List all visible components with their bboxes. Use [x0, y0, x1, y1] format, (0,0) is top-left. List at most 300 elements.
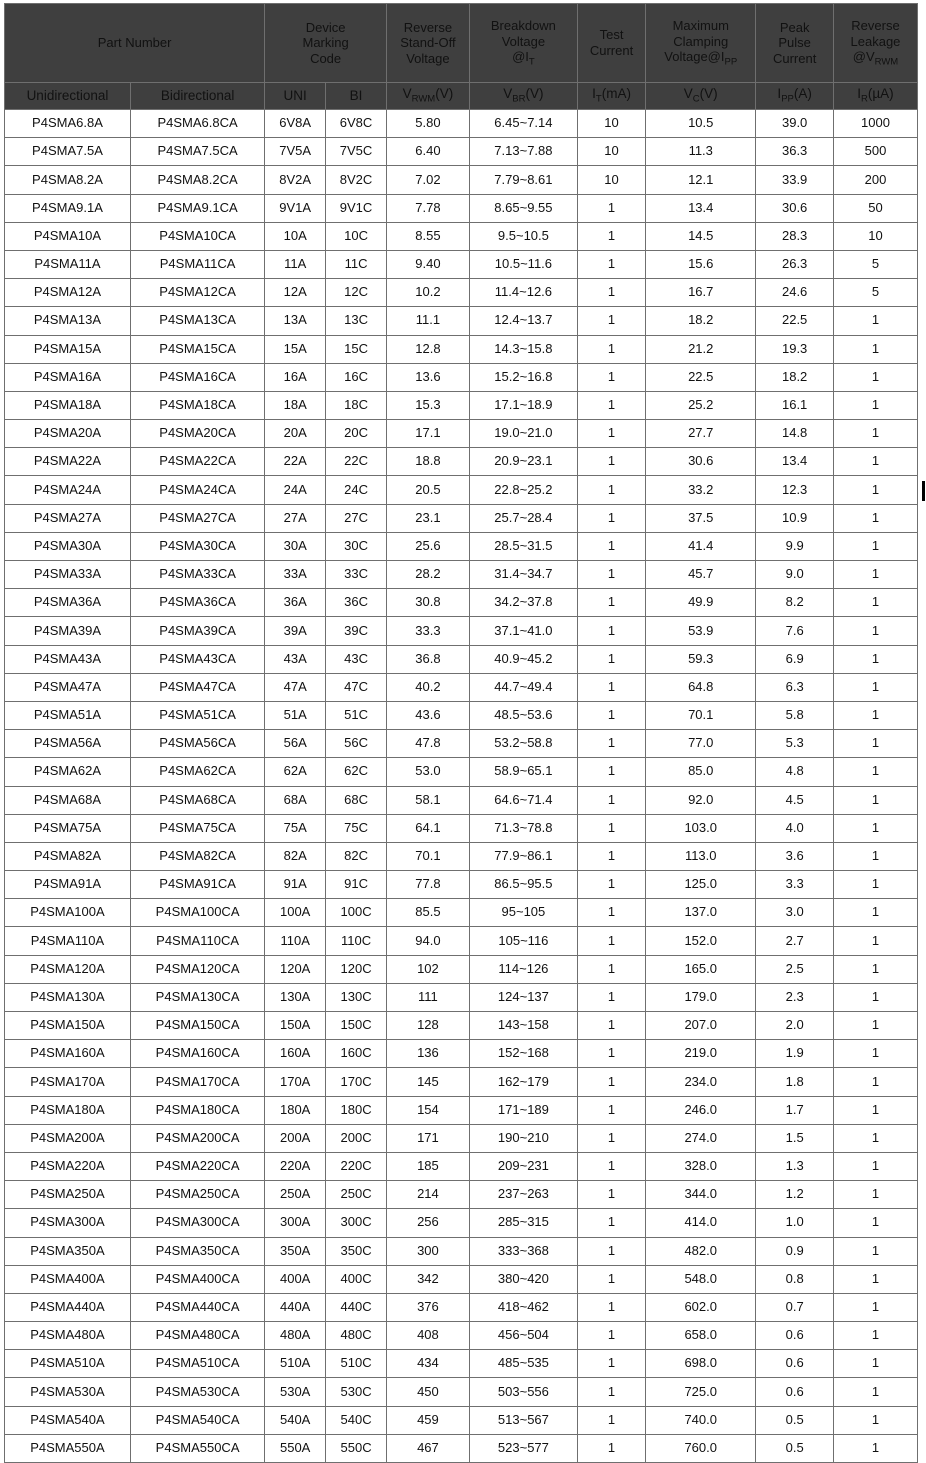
- cell-marking-uni: 480A: [265, 1322, 326, 1350]
- cell-it: 1: [577, 1350, 645, 1378]
- cell-vbr: 10.5~11.6: [469, 250, 577, 278]
- cell-vbr: 237~263: [469, 1181, 577, 1209]
- cell-vrwm: 85.5: [386, 899, 469, 927]
- cell-vbr: 37.1~41.0: [469, 617, 577, 645]
- cell-marking-uni: 400A: [265, 1265, 326, 1293]
- cell-vrwm: 459: [386, 1406, 469, 1434]
- cell-marking-bi: 75C: [326, 814, 387, 842]
- cell-marking-uni: 82A: [265, 842, 326, 870]
- cell-vc: 137.0: [646, 899, 756, 927]
- cell-vrwm: 5.80: [386, 110, 469, 138]
- table-row: [5, 730, 918, 758]
- cell-unidirectional: P4SMA18A: [5, 391, 131, 419]
- cell-vbr: 64.6~71.4: [469, 786, 577, 814]
- cell-ipp: 19.3: [756, 335, 834, 363]
- cell-ipp: 1.9: [756, 1040, 834, 1068]
- cell-bidirectional: P4SMA62CA: [130, 758, 264, 786]
- cell-it: 1: [577, 983, 645, 1011]
- table-row: [5, 1152, 918, 1180]
- cell-unidirectional: P4SMA24A: [5, 476, 131, 504]
- header-device-marking-line3: Code: [310, 50, 342, 66]
- cell-unidirectional: P4SMA9.1A: [5, 194, 131, 222]
- cell-vc: 113.0: [646, 842, 756, 870]
- table-row: [5, 983, 918, 1011]
- cell-bidirectional: P4SMA6.8CA: [130, 110, 264, 138]
- cell-bidirectional: P4SMA13CA: [130, 307, 264, 335]
- cell-vbr: 31.4~34.7: [469, 561, 577, 589]
- subheader-bidirectional: Bidirectional: [130, 83, 264, 110]
- cell-vc: 274.0: [646, 1124, 756, 1152]
- cell-ir: 1: [833, 1209, 917, 1237]
- cell-it: 1: [577, 730, 645, 758]
- table-row: [5, 1068, 918, 1096]
- table-row: [5, 899, 918, 927]
- cell-vbr: 25.7~28.4: [469, 504, 577, 532]
- cell-it: 1: [577, 1124, 645, 1152]
- cell-it: 1: [577, 1209, 645, 1237]
- cell-vc: 11.3: [646, 138, 756, 166]
- cell-unidirectional: P4SMA33A: [5, 561, 131, 589]
- cell-marking-uni: 39A: [265, 617, 326, 645]
- cell-vc: 13.4: [646, 194, 756, 222]
- header-ipp-line3: Current: [772, 50, 817, 66]
- cell-unidirectional: P4SMA400A: [5, 1265, 131, 1293]
- cell-vrwm: 450: [386, 1378, 469, 1406]
- cell-it: 1: [577, 1237, 645, 1265]
- cell-unidirectional: P4SMA27A: [5, 504, 131, 532]
- cell-ir: 1: [833, 701, 917, 729]
- cell-ir: 1: [833, 307, 917, 335]
- cell-unidirectional: P4SMA550A: [5, 1434, 131, 1462]
- cell-ipp: 5.3: [756, 730, 834, 758]
- cell-vc: 41.4: [646, 532, 756, 560]
- cell-vc: 16.7: [646, 279, 756, 307]
- cell-vrwm: 12.8: [386, 335, 469, 363]
- cell-vbr: 19.0~21.0: [469, 420, 577, 448]
- table-row: [5, 391, 918, 419]
- cell-ipp: 14.8: [756, 420, 834, 448]
- cell-vrwm: 111: [386, 983, 469, 1011]
- cell-unidirectional: P4SMA10A: [5, 222, 131, 250]
- cell-unidirectional: P4SMA39A: [5, 617, 131, 645]
- cell-bidirectional: P4SMA68CA: [130, 786, 264, 814]
- table-row: [5, 335, 918, 363]
- cell-vc: 602.0: [646, 1293, 756, 1321]
- cell-it: 1: [577, 1293, 645, 1321]
- cell-it: 1: [577, 1068, 645, 1096]
- cell-it: 1: [577, 391, 645, 419]
- cell-vc: 14.5: [646, 222, 756, 250]
- cell-bidirectional: P4SMA43CA: [130, 645, 264, 673]
- header-ipp-line2: Pulse: [778, 35, 811, 51]
- cell-ipp: 24.6: [756, 279, 834, 307]
- cell-it: 1: [577, 673, 645, 701]
- cell-vrwm: 434: [386, 1350, 469, 1378]
- cell-marking-uni: 170A: [265, 1068, 326, 1096]
- cell-marking-bi: 91C: [326, 871, 387, 899]
- cell-ipp: 36.3: [756, 138, 834, 166]
- header-ir-line1: Reverse: [851, 17, 900, 33]
- cell-bidirectional: P4SMA130CA: [130, 983, 264, 1011]
- cell-it: 1: [577, 1378, 645, 1406]
- cell-marking-bi: 180C: [326, 1096, 387, 1124]
- cell-it: 1: [577, 250, 645, 278]
- cell-marking-bi: 6V8C: [326, 110, 387, 138]
- cell-it: 1: [577, 363, 645, 391]
- cell-ipp: 6.3: [756, 673, 834, 701]
- cell-unidirectional: P4SMA16A: [5, 363, 131, 391]
- cell-unidirectional: P4SMA150A: [5, 1012, 131, 1040]
- cell-ipp: 2.7: [756, 927, 834, 955]
- cell-vrwm: 185: [386, 1152, 469, 1180]
- cell-vrwm: 467: [386, 1434, 469, 1462]
- cell-vc: 179.0: [646, 983, 756, 1011]
- table-row: [5, 871, 918, 899]
- cell-bidirectional: P4SMA180CA: [130, 1096, 264, 1124]
- cell-it: 1: [577, 758, 645, 786]
- cell-ir: 1: [833, 842, 917, 870]
- cell-marking-bi: 12C: [326, 279, 387, 307]
- cell-unidirectional: P4SMA11A: [5, 250, 131, 278]
- cell-ir: 1: [833, 420, 917, 448]
- cell-bidirectional: P4SMA20CA: [130, 420, 264, 448]
- cell-marking-bi: 82C: [326, 842, 387, 870]
- cell-it: 1: [577, 1096, 645, 1124]
- cell-vc: 725.0: [646, 1378, 756, 1406]
- unit-it: $I_T(mA)$: [577, 83, 645, 110]
- cell-ipp: 0.9: [756, 1237, 834, 1265]
- cell-ir: 1: [833, 1068, 917, 1096]
- cell-ipp: 0.5: [756, 1434, 834, 1462]
- table-row: [5, 222, 918, 250]
- cell-marking-bi: 13C: [326, 307, 387, 335]
- cell-vc: 37.5: [646, 504, 756, 532]
- cell-marking-bi: 120C: [326, 955, 387, 983]
- cell-ir: 1: [833, 1012, 917, 1040]
- cell-ipp: 8.2: [756, 589, 834, 617]
- cell-ir: 1: [833, 1040, 917, 1068]
- cell-marking-bi: 47C: [326, 673, 387, 701]
- cell-marking-uni: 180A: [265, 1096, 326, 1124]
- cell-it: 1: [577, 645, 645, 673]
- cell-it: 1: [577, 532, 645, 560]
- cell-vc: 64.8: [646, 673, 756, 701]
- cell-marking-uni: 75A: [265, 814, 326, 842]
- cell-unidirectional: P4SMA170A: [5, 1068, 131, 1096]
- cell-unidirectional: P4SMA300A: [5, 1209, 131, 1237]
- cell-vbr: 8.65~9.55: [469, 194, 577, 222]
- cell-marking-bi: 130C: [326, 983, 387, 1011]
- cell-bidirectional: P4SMA27CA: [130, 504, 264, 532]
- cell-vc: 414.0: [646, 1209, 756, 1237]
- cell-vc: 92.0: [646, 786, 756, 814]
- table-row: [5, 1322, 918, 1350]
- cell-vrwm: 128: [386, 1012, 469, 1040]
- table-row: [5, 1124, 918, 1152]
- cell-marking-bi: 530C: [326, 1378, 387, 1406]
- cell-vrwm: 376: [386, 1293, 469, 1321]
- cell-marking-uni: 150A: [265, 1012, 326, 1040]
- cell-marking-uni: 8V2A: [265, 166, 326, 194]
- header-peak-pulse-current: [756, 4, 834, 83]
- cell-ipp: 5.8: [756, 701, 834, 729]
- cell-bidirectional: P4SMA110CA: [130, 927, 264, 955]
- cell-vrwm: 15.3: [386, 391, 469, 419]
- cell-vc: 165.0: [646, 955, 756, 983]
- table-row: [5, 250, 918, 278]
- cell-vc: 207.0: [646, 1012, 756, 1040]
- cell-vrwm: 102: [386, 955, 469, 983]
- cell-vc: 33.2: [646, 476, 756, 504]
- cell-marking-uni: 24A: [265, 476, 326, 504]
- cell-vrwm: 94.0: [386, 927, 469, 955]
- cell-vbr: 34.2~37.8: [469, 589, 577, 617]
- cell-ir: 1: [833, 927, 917, 955]
- cell-vbr: 17.1~18.9: [469, 391, 577, 419]
- cell-marking-bi: 15C: [326, 335, 387, 363]
- cell-marking-bi: 62C: [326, 758, 387, 786]
- cell-unidirectional: P4SMA75A: [5, 814, 131, 842]
- header-vrwm-line3: Voltage: [406, 50, 450, 66]
- cell-ir: 1: [833, 983, 917, 1011]
- table-row: [5, 1096, 918, 1124]
- cell-vrwm: 145: [386, 1068, 469, 1096]
- cell-bidirectional: P4SMA33CA: [130, 561, 264, 589]
- cell-unidirectional: P4SMA51A: [5, 701, 131, 729]
- cell-ipp: 9.9: [756, 532, 834, 560]
- cell-vrwm: 23.1: [386, 504, 469, 532]
- header-reverse-standoff-voltage: [386, 4, 469, 83]
- cell-vbr: 12.4~13.7: [469, 307, 577, 335]
- cell-marking-uni: 47A: [265, 673, 326, 701]
- cell-marking-bi: 440C: [326, 1293, 387, 1321]
- cell-ipp: 2.3: [756, 983, 834, 1011]
- cell-vrwm: 40.2: [386, 673, 469, 701]
- cell-vc: 27.7: [646, 420, 756, 448]
- cell-marking-bi: 170C: [326, 1068, 387, 1096]
- table-row: [5, 166, 918, 194]
- cell-vbr: 162~179: [469, 1068, 577, 1096]
- cell-ir: 1: [833, 1152, 917, 1180]
- cell-it: 1: [577, 955, 645, 983]
- cell-vc: 25.2: [646, 391, 756, 419]
- cell-it: 1: [577, 1406, 645, 1434]
- cell-marking-uni: 130A: [265, 983, 326, 1011]
- cell-marking-bi: 110C: [326, 927, 387, 955]
- datasheet-page: [0, 3, 926, 1463]
- header-device-marking-line2: Marking: [302, 35, 349, 51]
- subheader-marking-uni: UNI: [265, 83, 326, 110]
- cell-marking-uni: 200A: [265, 1124, 326, 1152]
- cell-unidirectional: P4SMA100A: [5, 899, 131, 927]
- cell-bidirectional: P4SMA540CA: [130, 1406, 264, 1434]
- cell-bidirectional: P4SMA16CA: [130, 363, 264, 391]
- cell-marking-bi: 350C: [326, 1237, 387, 1265]
- cell-it: 10: [577, 166, 645, 194]
- cell-marking-uni: 36A: [265, 589, 326, 617]
- cell-vbr: 40.9~45.2: [469, 645, 577, 673]
- cell-bidirectional: P4SMA15CA: [130, 335, 264, 363]
- cell-ipp: 1.8: [756, 1068, 834, 1096]
- cell-marking-bi: 16C: [326, 363, 387, 391]
- table-row: [5, 448, 918, 476]
- cell-vc: 548.0: [646, 1265, 756, 1293]
- cell-ir: 1: [833, 363, 917, 391]
- cell-vbr: 333~368: [469, 1237, 577, 1265]
- header-maximum-clamping-voltage: [646, 4, 756, 83]
- cell-vbr: 209~231: [469, 1152, 577, 1180]
- header-vc-line1: Maximum: [672, 17, 729, 33]
- cell-marking-bi: 9V1C: [326, 194, 387, 222]
- cell-unidirectional: P4SMA6.8A: [5, 110, 131, 138]
- cell-marking-bi: 10C: [326, 222, 387, 250]
- cell-vrwm: 408: [386, 1322, 469, 1350]
- cell-it: 1: [577, 307, 645, 335]
- cell-ipp: 30.6: [756, 194, 834, 222]
- cell-bidirectional: P4SMA82CA: [130, 842, 264, 870]
- table-row: [5, 1406, 918, 1434]
- header-it-line1: Test: [599, 27, 624, 43]
- table-body: [5, 110, 918, 1463]
- cell-bidirectional: P4SMA550CA: [130, 1434, 264, 1462]
- cell-vbr: 28.5~31.5: [469, 532, 577, 560]
- cell-bidirectional: P4SMA530CA: [130, 1378, 264, 1406]
- cell-bidirectional: P4SMA8.2CA: [130, 166, 264, 194]
- subheader-unidirectional: Unidirectional: [5, 83, 131, 110]
- table-row: [5, 307, 918, 335]
- cell-ipp: 1.3: [756, 1152, 834, 1180]
- cell-marking-bi: 51C: [326, 701, 387, 729]
- cell-ipp: 33.9: [756, 166, 834, 194]
- table-row: [5, 194, 918, 222]
- cell-unidirectional: P4SMA13A: [5, 307, 131, 335]
- cell-unidirectional: P4SMA480A: [5, 1322, 131, 1350]
- header-ipp-line1: Peak: [779, 19, 810, 35]
- cell-bidirectional: P4SMA56CA: [130, 730, 264, 758]
- cell-vbr: 20.9~23.1: [469, 448, 577, 476]
- cell-vc: 77.0: [646, 730, 756, 758]
- header-breakdown-voltage: [469, 4, 577, 83]
- cell-vrwm: 13.6: [386, 363, 469, 391]
- cell-it: 1: [577, 1322, 645, 1350]
- header-row-titles: [5, 4, 918, 83]
- cell-vrwm: 20.5: [386, 476, 469, 504]
- cell-unidirectional: P4SMA110A: [5, 927, 131, 955]
- table-row: [5, 842, 918, 870]
- table-row: [5, 673, 918, 701]
- cell-bidirectional: P4SMA47CA: [130, 673, 264, 701]
- cell-it: 1: [577, 476, 645, 504]
- cell-vc: 10.5: [646, 110, 756, 138]
- table-row: [5, 786, 918, 814]
- cell-vbr: 11.4~12.6: [469, 279, 577, 307]
- cell-marking-uni: 530A: [265, 1378, 326, 1406]
- table-row: [5, 1209, 918, 1237]
- cell-marking-uni: 11A: [265, 250, 326, 278]
- cell-ipp: 18.2: [756, 363, 834, 391]
- cell-ir: 1: [833, 786, 917, 814]
- cell-ir: 1: [833, 561, 917, 589]
- header-vrwm-line2: Stand-Off: [400, 35, 456, 51]
- cell-marking-uni: 33A: [265, 561, 326, 589]
- table-row: [5, 1012, 918, 1040]
- header-it-line2: Current: [589, 43, 634, 58]
- header-device-marking-line1: Device: [305, 19, 346, 35]
- cell-ipp: 6.9: [756, 645, 834, 673]
- cell-marking-uni: 250A: [265, 1181, 326, 1209]
- cell-unidirectional: P4SMA62A: [5, 758, 131, 786]
- header-test-current: [577, 4, 645, 83]
- cell-ir: 1: [833, 1265, 917, 1293]
- cell-ipp: 1.0: [756, 1209, 834, 1237]
- cell-vrwm: 300: [386, 1237, 469, 1265]
- cell-it: 1: [577, 1152, 645, 1180]
- cell-bidirectional: P4SMA7.5CA: [130, 138, 264, 166]
- cell-vc: 15.6: [646, 250, 756, 278]
- header-vrwm-line1: Reverse: [403, 19, 453, 35]
- cell-bidirectional: P4SMA30CA: [130, 532, 264, 560]
- cell-ir: 1: [833, 335, 917, 363]
- header-vbr-line1: Breakdown: [490, 17, 556, 33]
- cell-ipp: 0.5: [756, 1406, 834, 1434]
- cell-ipp: 1.2: [756, 1181, 834, 1209]
- cell-vrwm: 70.1: [386, 842, 469, 870]
- cell-unidirectional: P4SMA180A: [5, 1096, 131, 1124]
- cell-unidirectional: P4SMA540A: [5, 1406, 131, 1434]
- header-ir-line3: $@V_{RWM}$: [852, 49, 899, 68]
- cell-unidirectional: P4SMA510A: [5, 1350, 131, 1378]
- cell-marking-uni: 27A: [265, 504, 326, 532]
- cell-marking-bi: 68C: [326, 786, 387, 814]
- cell-ir: 1: [833, 1406, 917, 1434]
- cell-bidirectional: P4SMA150CA: [130, 1012, 264, 1040]
- cell-marking-uni: 51A: [265, 701, 326, 729]
- cell-vc: 53.9: [646, 617, 756, 645]
- cell-marking-bi: 27C: [326, 504, 387, 532]
- unit-vc: $V_C(V)$: [646, 83, 756, 110]
- cell-vc: 49.9: [646, 589, 756, 617]
- page-edge-marker: [922, 481, 925, 501]
- cell-bidirectional: P4SMA160CA: [130, 1040, 264, 1068]
- cell-vbr: 53.2~58.8: [469, 730, 577, 758]
- table-row: [5, 814, 918, 842]
- cell-vbr: 77.9~86.1: [469, 842, 577, 870]
- cell-marking-bi: 33C: [326, 561, 387, 589]
- cell-ipp: 4.8: [756, 758, 834, 786]
- cell-vrwm: 136: [386, 1040, 469, 1068]
- cell-it: 1: [577, 420, 645, 448]
- cell-marking-uni: 120A: [265, 955, 326, 983]
- cell-marking-bi: 480C: [326, 1322, 387, 1350]
- cell-ir: 200: [833, 166, 917, 194]
- cell-vc: 328.0: [646, 1152, 756, 1180]
- cell-vc: 698.0: [646, 1350, 756, 1378]
- cell-bidirectional: P4SMA36CA: [130, 589, 264, 617]
- table-row: [5, 420, 918, 448]
- cell-vrwm: 7.02: [386, 166, 469, 194]
- cell-vrwm: 154: [386, 1096, 469, 1124]
- cell-vbr: 14.3~15.8: [469, 335, 577, 363]
- cell-ir: 5: [833, 250, 917, 278]
- table-row: [5, 1237, 918, 1265]
- cell-vc: 45.7: [646, 561, 756, 589]
- cell-marking-bi: 39C: [326, 617, 387, 645]
- cell-vrwm: 53.0: [386, 758, 469, 786]
- table-row: [5, 110, 918, 138]
- cell-ir: 1: [833, 899, 917, 927]
- cell-marking-uni: 110A: [265, 927, 326, 955]
- cell-vbr: 48.5~53.6: [469, 701, 577, 729]
